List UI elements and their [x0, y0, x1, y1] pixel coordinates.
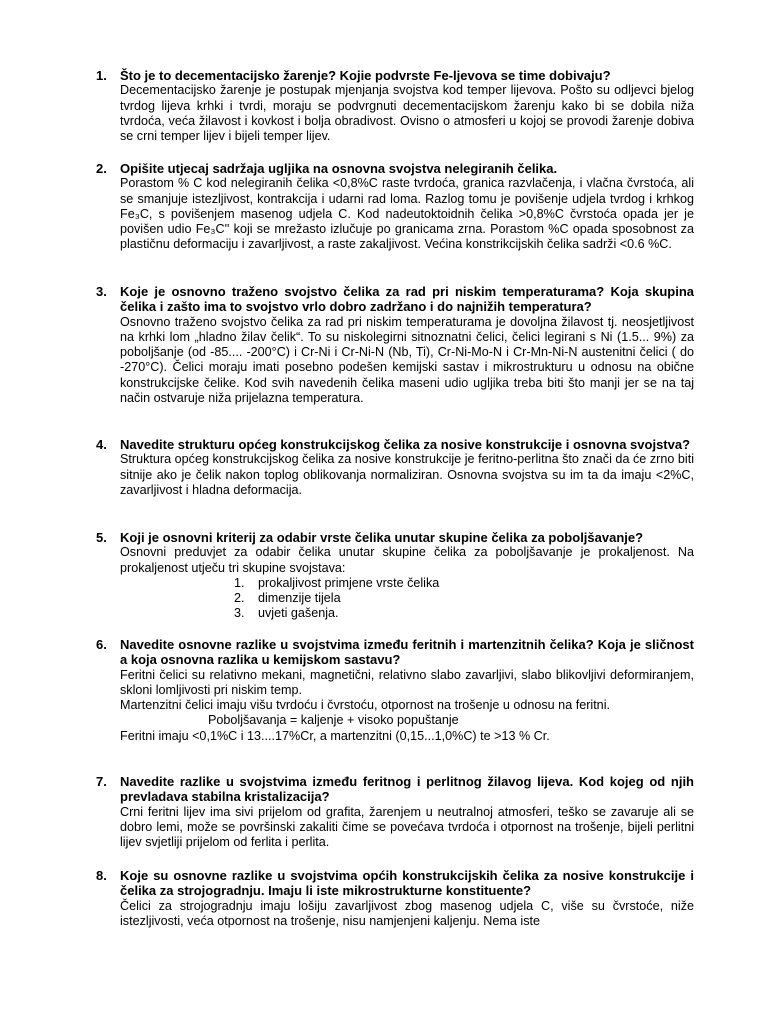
question-number: 2.: [96, 161, 107, 176]
list-item: 2. dimenzije tijela: [234, 591, 341, 606]
formula-line: Poboljšavanja = kaljenje + visoko popuštanje: [208, 713, 459, 728]
answer-text: Martenzitni čelici imaju višu tvrdoću i čvrstoću, otpornost na trošenje u odnosu na feritni.: [120, 698, 610, 713]
question-4: [96, 437, 694, 498]
question-title: Koji je osnovni kriterij za odabir vrste čelika unutar skupine čelika za poboljšavanje?: [120, 530, 644, 545]
list-item: 1. prokaljivost primjene vrste čelika: [234, 575, 440, 590]
question-5: [96, 530, 694, 621]
question-number: 7.: [96, 774, 107, 789]
answer-text: Osnovni preduvjet za odabir čelika unutar skupine čelika za poboljšavanje je prokaljenost. Na prokaljenost utječu tri skupine svojstava:: [120, 545, 694, 575]
answer-text: Crni feritni lijev ima sivi prijelom od grafita, žarenjem u neutralnoj atmosferi, teško se zavaruje ali se dobro lemi, može se površinski zakaliti čime se povećava tvrdoća i otpornost na trošenje, bijeli perlitni lijev svjetliji prijelom od ferlita i perlita.: [120, 804, 694, 850]
question-title: Navedite razlike u svojstvima između feritnog i perlitnog žilavog lijeva. Kod kojeg od njih prevladava stabilna kristalizacija?: [120, 774, 694, 805]
question-number: 4.: [96, 437, 107, 452]
answer-text: Osnovno traženo svojstvo čelika za rad pri niskim temperaturama je dovoljna žilavost tj. neosjetljivost na krhki lom „hladno žilav čelik“. To su niskolegirni sitnoznatni čelici, čelici legirani s Ni (1.5... 9%) za poboljšanje (od -85.... -200°C) i Cr-Ni i Cr-Ni-N (Nb, Ti), Cr-Ni-Mo-N i Cr-Mn-Ni-N austenitni čelici ( do -270°C). Čelici moraju imati posebno podešen kemijski sastav i mikrostrukturu u odnosu na obične konstrukcijske čelike. Kod svih navedenih čelika maseni udio ugljika treba biti što manji jer se na taj način ostvaruje niža prijelazna temperatura.: [120, 314, 694, 405]
question-number: 3.: [96, 284, 107, 299]
question-title: Navedite osnovne razlike u svojstvima između feritnih i martenzitnih čelika? Koja je sličnost a koja osnovna razlika u kemijskom sastavu?: [120, 637, 694, 668]
question-3: [96, 284, 694, 406]
question-title: Opišite utjecaj sadržaja ugljika na osnovna svojstva nelegiranih čelika.: [120, 161, 558, 176]
criteria-list: [120, 576, 694, 622]
question-6: [96, 637, 694, 744]
answer-text: Feritni imaju <0,1%C i 13....17%Cr, a martenzitni (0,15...1,0%C) te >13 % Cr.: [120, 728, 550, 743]
list-item: 3. uvjeti gašenja.: [234, 606, 339, 621]
question-2: [96, 161, 694, 252]
answer-text: Struktura općeg konstrukcijskog čelika za nosive konstrukcije je feritno-perlitna što znači da će zrno biti sitnije ako je čelik nakon toplog oblikovanja normaliziran. Osnovna svojstva su im ta da imaju <2%C, zavarljivost i hladna deformacija.: [120, 452, 694, 497]
question-number: 5.: [96, 530, 107, 545]
answer-text: Decementacijsko žarenje je postupak mjenjanja svojstva kod temper lijevova. Pošto su odljevci bjelog tvrdog lijeva krhki i tvrdi, moraju se podvrgnuti decementacijskom žarenju kako bi se dobila niža tvrdoća, veća žilavost i kovkost i bolja obradivost. Ovisno o atmosferi u kojoj se provodi žarenje dobiva se crni temper lijev i bijeli temper lijev.: [120, 83, 694, 144]
question-8: [96, 868, 694, 929]
question-number: 8.: [96, 868, 107, 883]
answer-text: Porastom % C kod nelegiranih čelika <0,8%C raste tvrdoća, granica razvlačenja, i vlačna čvrstoća, ali se smanjuje istezljivost, kontrakcija i udarni rad loma. Razlog tomu je povišenje udjela tvrdog i krhkog Fe₃C, s povišenjem masenog udjela C. Kod nadeutoktoidnih čelika >0,8%C čvrstoća opada jer je povišen udio Fe₃C'' koji se mrežasto izlučuje po granicama zrna. Porastom %C opada sposobnost za plastičnu deformaciju i zavarljivost, a raste zakaljivost. Većina konstrikcijskih čelika sadrži <0.6 %C.: [120, 176, 694, 252]
answer-text: Čelici za strojogradnju imaju lošiju zavarljivost zbog masenog udjela C, više su čvrstoće, niže istezljivosti, veća otpornost na trošenje, nisu namjenjeni kaljenju. Nema iste: [120, 898, 694, 929]
question-1: [96, 68, 694, 144]
answer-text: Feritni čelici su relativno mekani, magnetični, relativno slabo zavarljivi, slabo blikovljivi deformiranjem, skloni lomljivosti pri niskim temp.: [120, 667, 694, 698]
question-title: Koje je osnovno traženo svojstvo čelika za rad pri niskim temperaturama? Koja skupina čelika i zašto ima to svojstvo vrlo dobro zadržano i do najnižih temperatura?: [120, 284, 694, 315]
question-number: 1.: [96, 68, 107, 83]
question-title: Navedite strukturu općeg konstrukcijskog čelika za nosive konstrukcije i osnovna svojstva?: [120, 437, 691, 452]
question-title: Što je to decementacijsko žarenje? Kojie podvrste Fe-ljevova se time dobivaju?: [120, 68, 611, 83]
question-number: 6.: [96, 637, 107, 652]
question-7: [96, 774, 694, 850]
question-title: Koje su osnovne razlike u svojstvima općih konstrukcijskih čelika za nosive konstrukcije i čelika za strojogradnju. Imaju li iste mikrostrukturne konstituente?: [120, 868, 694, 899]
